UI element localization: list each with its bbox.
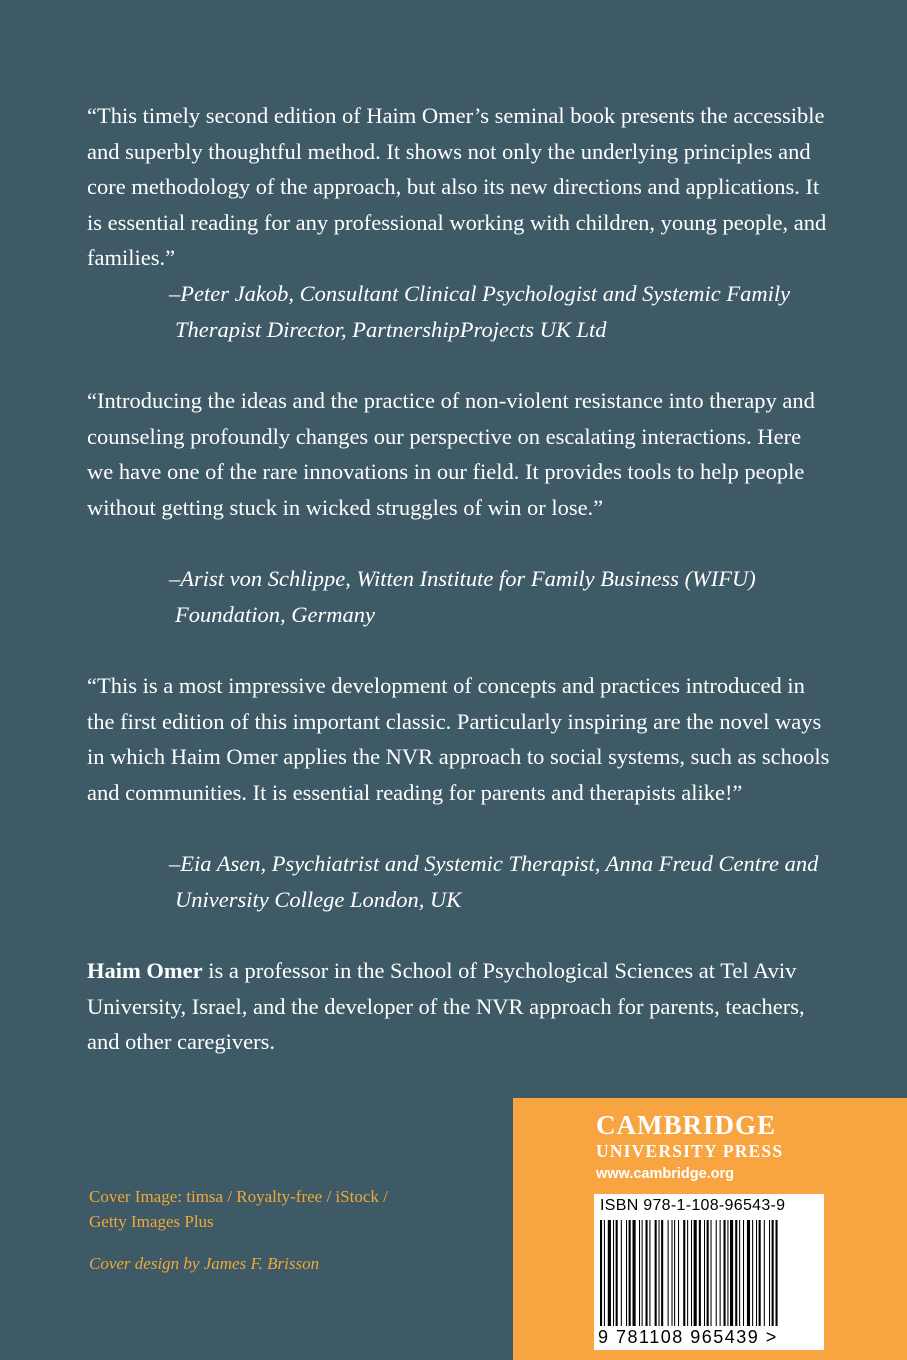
barcode-bar <box>691 1220 692 1330</box>
endorsement-quote-2: “Introducing the ideas and the practice of non-violent resistance into therapy and counseling profoundly changes our perspective on escalating interactions. Here we have one of the rare innovations in our field. It provides tools to help people without getting stuck in wicked struggles of win or lose.” <box>87 388 815 520</box>
barcode-bar <box>600 1220 602 1330</box>
endorsement-quote-3: “This is a most impressive development of concepts and practices introduced in the first edition of this important classic. Particularly inspiring are the novel ways in which Haim Omer applies the NVR approach to social systems, such as schools and communities. It is essential reading for parents and therapists alike!” <box>87 673 830 805</box>
cover-design-credit: Cover design by James F. Brisson <box>89 1254 320 1273</box>
publisher-url[interactable]: www.cambridge.org <box>596 1166 735 1182</box>
barcode-bar <box>716 1220 717 1330</box>
barcode-bar <box>699 1220 701 1330</box>
author-bio-text: is a professor in the School of Psychological Sciences at Tel Aviv University, Israel, and the developer of the NVR approach for parents, teachers, and other caregivers. <box>87 958 805 1055</box>
publisher-name: CAMBRIDGE <box>596 1110 777 1140</box>
barcode-bar <box>694 1220 697 1330</box>
barcode-bar <box>633 1220 636 1330</box>
author-bio <box>87 953 832 1060</box>
barcode-bar <box>604 1220 605 1330</box>
endorsement-quote-1: “This timely second edition of Haim Omer’s seminal book presents the accessible and superbly thoughtful method. It shows not only the underlying principles and core methodology of the approach, but also its new directions and applications. It is essential reading for any professional working with children, young people, and families.” <box>87 103 827 271</box>
barcode-bars <box>600 1220 818 1330</box>
barcode-bar <box>764 1220 765 1330</box>
barcode <box>594 1194 824 1350</box>
barcode-bar <box>616 1220 618 1330</box>
barcode-bar <box>655 1220 657 1330</box>
barcode-bar <box>629 1220 631 1330</box>
barcode-bar <box>674 1220 675 1330</box>
barcode-bar <box>704 1220 705 1330</box>
barcode-bar <box>743 1220 744 1330</box>
barcode-bar <box>747 1220 750 1330</box>
author-name: Haim Omer <box>87 958 203 983</box>
barcode-bar <box>730 1220 733 1330</box>
barcode-bar <box>720 1220 721 1330</box>
barcode-bar <box>772 1220 774 1330</box>
barcode-bar <box>735 1220 737 1330</box>
endorsement-attribution-1: –Peter Jakob, Consultant Clinical Psychologist and Systemic Family Therapist Director, PartnershipProjects UK Ltd <box>169 281 791 342</box>
barcode-bar <box>621 1220 622 1330</box>
barcode-bar <box>639 1220 640 1330</box>
barcode-bar <box>739 1220 740 1330</box>
publisher-panel <box>513 1098 907 1360</box>
endorsement-attribution-2: –Arist von Schlippe, Witten Institute for Family Business (WIFU) Foundation, Germany <box>169 566 756 627</box>
barcode-bar <box>759 1220 761 1330</box>
barcode-number: 9 781108 965439 > <box>598 1326 824 1348</box>
barcode-bar <box>672 1220 673 1330</box>
barcode-bar <box>776 1220 778 1330</box>
publisher-subname: UNIVERSITY PRESS <box>596 1141 784 1161</box>
barcode-bar <box>661 1220 663 1330</box>
barcode-bar <box>724 1220 726 1330</box>
cover-image-credit: Cover Image: timsa / Royalty-free / iStock / Getty Images Plus <box>89 1187 388 1231</box>
barcode-bar <box>769 1220 770 1330</box>
barcode-bar <box>646 1220 648 1330</box>
barcode-bar <box>649 1220 650 1330</box>
endorsement-attribution-3: –Eia Asen, Psychiatrist and Systemic Therapist, Anna Freud Centre and University College London, UK <box>169 851 819 912</box>
barcode-bar <box>608 1220 611 1330</box>
barcode-bar <box>668 1220 669 1330</box>
barcode-bar <box>683 1220 685 1330</box>
barcode-bar <box>678 1220 679 1330</box>
barcode-bar <box>687 1220 688 1330</box>
barcode-bar <box>727 1220 728 1330</box>
isbn-label: ISBN 978-1-108-96543-9 <box>600 1197 786 1214</box>
barcode-bar <box>707 1220 709 1330</box>
barcode-bar <box>659 1220 660 1330</box>
barcode-bar <box>752 1220 753 1330</box>
barcode-bar <box>711 1220 712 1330</box>
barcode-bar <box>613 1220 614 1330</box>
barcode-bar <box>626 1220 627 1330</box>
barcode-bar <box>756 1220 757 1330</box>
barcode-bar <box>642 1220 643 1330</box>
